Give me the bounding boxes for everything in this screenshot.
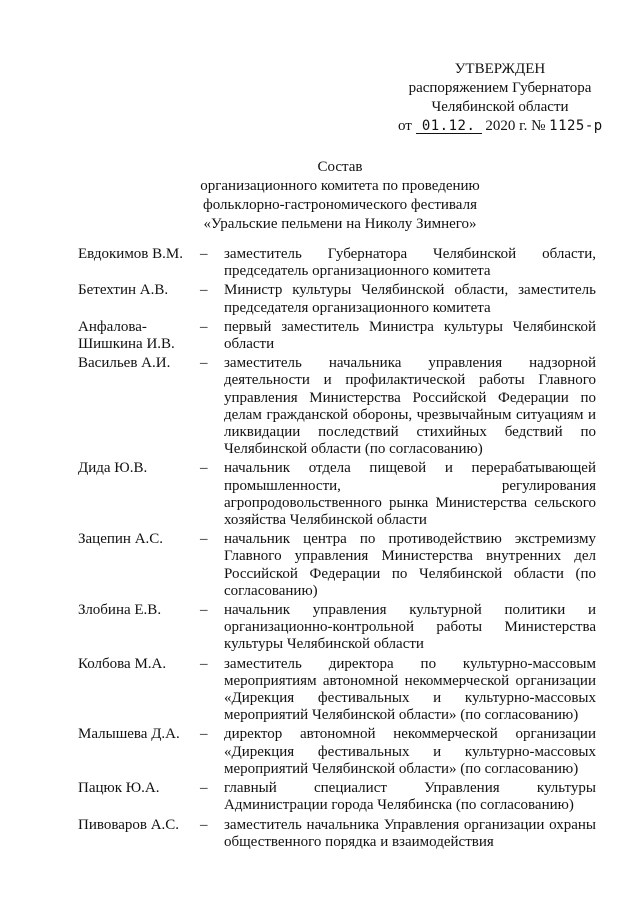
member-name: Зацепин А.С. [78, 531, 164, 548]
member-position: заместитель Губернатора Челябинской области, председатель организационного комитета [224, 246, 596, 280]
member-name: Малышева Д.А. [78, 726, 180, 743]
member-row [78, 246, 596, 280]
member-name: Бетехтин А.В. [78, 282, 169, 299]
member-position: заместитель начальника управления надзорной деятельности и профилактической работы Главного управления Министерства Российской Федерации по делам гражданской обороны, чрезвычайным ситуациям и ликвидации последствий стихийных бедствий по Челябинской области (по согласованию) [224, 355, 596, 458]
member-row [78, 780, 596, 814]
member-dash: – [200, 655, 208, 672]
member-dash: – [200, 726, 208, 743]
member-row [78, 282, 596, 316]
member-position: заместитель директора по культурно-массовым мероприятиям автономной некоммерческой организации «Дирекция фестивальных и культурно-массовых мероприятий Челябинской области» (по согласованию) [224, 655, 596, 724]
approval-title: УТВЕРЖДЕН [454, 61, 546, 77]
member-row [78, 656, 596, 725]
member-name: Пивоваров А.С. [78, 816, 180, 833]
approval-date-line [398, 117, 610, 136]
member-dash: – [200, 246, 208, 262]
member-position: директор автономной некоммерческой организации «Дирекция фестивальных и культурно-массовых мероприятий Челябинской области» (по согласованию) [224, 726, 596, 777]
member-dash: – [200, 460, 208, 477]
title-line: фольклорно-гастрономического фестиваля [203, 197, 477, 213]
member-name: Колбова М.А. [78, 655, 167, 672]
member-position: заместитель начальника Управления организации охраны общественного порядка и взаимодействия [224, 816, 596, 850]
date-year: 2020 г. № [485, 118, 546, 134]
member-name: Пацюк Ю.А. [78, 780, 160, 797]
member-dash: – [200, 318, 208, 335]
member-position: начальник отдела пищевой и перерабатывающей промышленности, регулирования агропродовольственного рынка Министерства сельского хозяйства Челябинской области [224, 460, 596, 529]
member-position: Министр культуры Челябинской области, заместитель председателя организационного комитета [224, 282, 596, 316]
member-position: первый заместитель Министра культуры Челябинской области [224, 318, 596, 353]
member-dash: – [200, 602, 208, 619]
member-position: начальник центра по противодействию экстремизму Главного управления Министерства внутренних дел Российской Федерации по Челябинской области (по согласованию) [224, 531, 596, 599]
member-name: Злобина Е.В. [78, 602, 162, 619]
member-dash: – [200, 816, 208, 833]
document-number: 1125-р [549, 118, 603, 134]
member-position: начальник управления культурной политики и организационно-контрольной работы Министерства культуры Челябинской области [224, 602, 596, 653]
member-row [78, 817, 596, 851]
member-row [78, 460, 596, 529]
member-position: главный специалист Управления культуры Администрации города Челябинска (по согласованию) [224, 780, 596, 814]
member-row [78, 355, 596, 458]
member-row [78, 319, 596, 353]
date-value: 01.12. [416, 119, 482, 134]
date-prefix: от [398, 118, 412, 134]
member-dash: – [200, 282, 208, 299]
document-title [150, 158, 530, 234]
member-dash: – [200, 355, 208, 372]
committee-members-list [78, 246, 596, 853]
member-name: Анфалова-Шишкина И.В. [78, 318, 175, 353]
title-line: «Уральские пельмени на Николу Зимнего» [203, 216, 477, 232]
member-row [78, 602, 596, 654]
approval-stamp [390, 60, 610, 136]
member-dash: – [200, 780, 208, 797]
approval-line: Челябинской области [431, 99, 569, 115]
member-name: Дида Ю.В. [78, 460, 148, 477]
title-line: Состав [317, 159, 363, 175]
member-name: Васильев А.И. [78, 355, 171, 372]
member-name: Евдокимов В.М. [78, 246, 183, 262]
member-row [78, 531, 596, 600]
title-line: организационного комитета по проведению [200, 178, 480, 194]
member-row [78, 726, 596, 778]
member-dash: – [200, 531, 208, 548]
approval-line: распоряжением Губернатора [408, 80, 592, 96]
